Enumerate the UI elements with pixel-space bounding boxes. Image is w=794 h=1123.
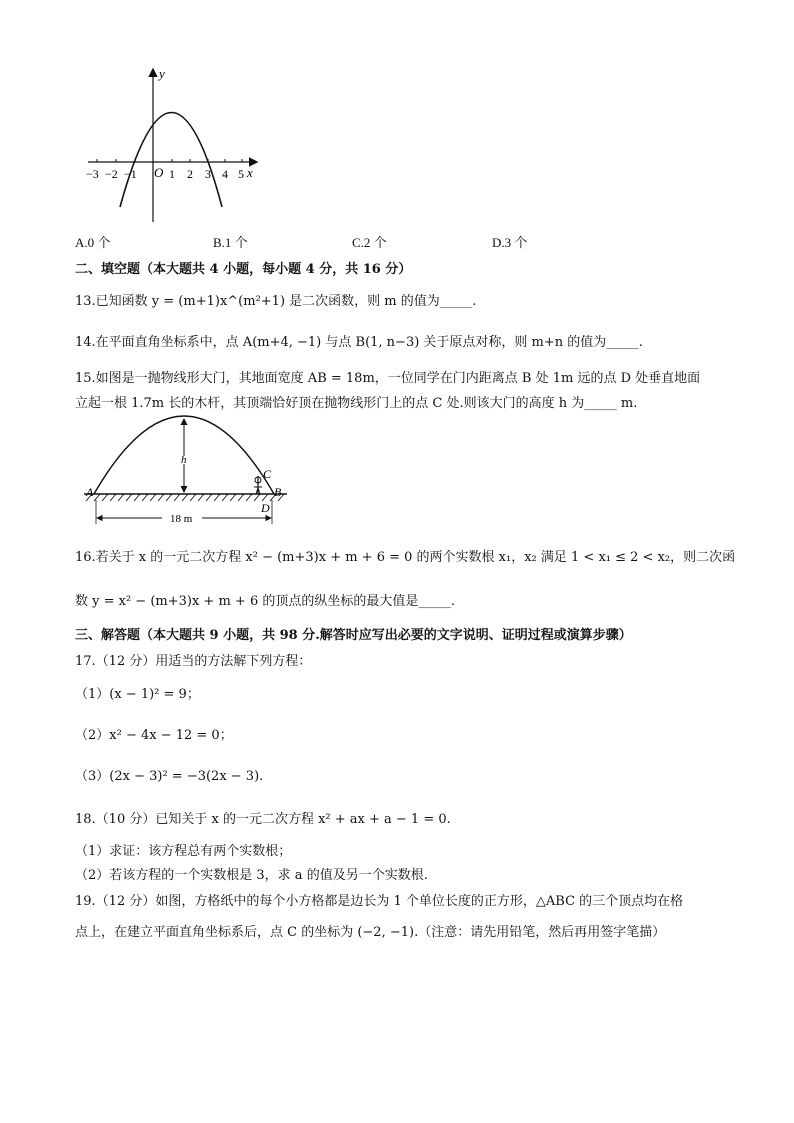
question-17-part-1: （1）(x − 1)² = 9； (75, 687, 200, 702)
y-axis-label: y (159, 66, 165, 81)
label-h: h (181, 454, 187, 466)
option-d: D.3 个 (492, 235, 528, 250)
option-c: C.2 个 (352, 235, 387, 250)
tick-label: −3 (86, 167, 99, 181)
question-18-intro: 18.（10 分）已知关于 x 的一元二次方程 x² + ax + a − 1 = 0. (75, 812, 451, 827)
question-17-intro: 17.（12 分）用适当的方法解下列方程： (75, 654, 312, 669)
question-17-part-2: （2）x² − 4x − 12 = 0； (75, 728, 233, 743)
question-13: 13.已知函数 y = (m+1)x^(m²+1) 是二次函数，则 m 的值为_____. (75, 294, 477, 309)
label-c: C (263, 467, 272, 481)
label-b: B (274, 485, 282, 499)
section-2-header: 二、填空题（本大题共 4 小题，每小题 4 分，共 16 分） (75, 262, 412, 277)
gate-figure (82, 408, 292, 526)
question-17-part-3: （3）(2x − 3)² = −3(2x − 3). (75, 769, 264, 784)
tick-label: −2 (105, 167, 118, 181)
section-3-header: 三、解答题（本大题共 9 小题，共 98 分.解答时应写出必要的文字说明、证明过程或演算步骤） (75, 628, 632, 643)
question-18-part-1: （1）求证：该方程总有两个实数根； (75, 844, 292, 859)
tick-label: 2 (187, 167, 193, 181)
question-15-line-1: 15.如图是一抛物线形大门，其地面宽度 AB = 18m，一位同学在门内距离点 B 处 1m 远的点 D 处垂直地面 (75, 371, 701, 386)
tick-label: 4 (222, 167, 228, 181)
tick-label: 5 (238, 167, 244, 181)
x-axis-label: x (247, 165, 253, 180)
question-15-line-2: 立起一根 1.7m 长的木杆，其顶端恰好顶在抛物线形门上的点 C 处.则该大门的高度 h 为_____ m. (75, 396, 638, 411)
label-d: D (261, 501, 270, 515)
question-14: 14.在平面直角坐标系中，点 A(m+4, −1) 与点 B(1, n−3) 关于原点对称，则 m+n 的值为_____. (75, 335, 643, 350)
origin-label: O (154, 165, 164, 180)
tick-label: 1 (169, 167, 175, 181)
label-a: A (86, 485, 94, 499)
parabola-curve (120, 113, 222, 208)
tick-label: 3 (205, 167, 211, 181)
question-18-part-2: （2）若该方程的一个实数根是 3，求 a 的值及另一个实数根. (75, 868, 428, 883)
question-19-line-2: 点上，在建立平面直角坐标系后，点 C 的坐标为 (−2, −1).（注意：请先用铅笔，然后再用签字笔描） (75, 925, 666, 940)
label-width: 18 m (170, 513, 193, 525)
question-16-line-1: 16.若关于 x 的一元二次方程 x² − (m+3)x + m + 6 = 0 的两个实数根 x₁，x₂ 满足 1 < x₁ ≤ 2 < x₂，则二次函 (75, 550, 736, 565)
option-a: A.0 个 (75, 235, 111, 250)
option-b: B.1 个 (213, 235, 248, 250)
tick-label: −1 (124, 167, 137, 181)
question-19-line-1: 19.（12 分）如图，方格纸中的每个小方格都是边长为 1 个单位长度的正方形，△ABC 的三个顶点均在格 (75, 894, 684, 909)
question-16-line-2: 数 y = x² − (m+3)x + m + 6 的顶点的纵坐标的最大值是_____. (75, 594, 455, 609)
parabola-graph (80, 62, 265, 227)
